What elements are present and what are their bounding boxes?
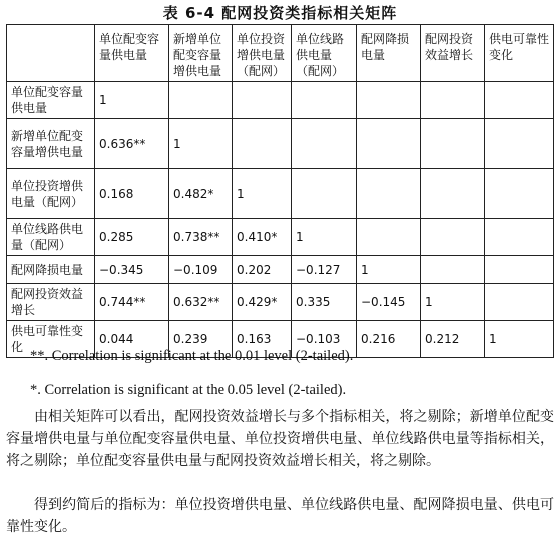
table-cell: 0.044 <box>95 321 169 358</box>
table-cell: 0.163 <box>233 321 292 358</box>
table-cell: 0.212 <box>421 321 485 358</box>
table-cell <box>485 119 554 169</box>
row-label: 配网投资效益增长 <box>7 284 95 321</box>
header-cell <box>7 25 95 82</box>
table-cell: 0.744** <box>95 284 169 321</box>
table-row <box>7 82 554 119</box>
body-paragraph: 得到约简后的指标为：单位投资增供电量、单位线路供电量、配网降损电量、供电可靠性变化。 <box>6 497 554 535</box>
table-cell <box>485 82 554 119</box>
table-cell <box>421 256 485 284</box>
footnote-significance-005: *. Correlation is significant at the 0.05 level (2-tailed). <box>30 382 347 398</box>
table-cell <box>357 119 421 169</box>
table-cell: 0.738** <box>169 219 233 256</box>
table-cell <box>485 169 554 219</box>
table-cell: 0.216 <box>357 321 421 358</box>
table-cell <box>421 119 485 169</box>
header-row <box>7 25 554 82</box>
table-cell <box>357 82 421 119</box>
table-cell: 1 <box>95 82 169 119</box>
table-cell <box>292 169 357 219</box>
header-cell: 新增单位配变容量增供电量 <box>169 25 233 82</box>
table-cell: 1 <box>485 321 554 358</box>
table-cell: −0.103 <box>292 321 357 358</box>
table-cell <box>485 256 554 284</box>
row-label: 新增单位配变容量增供电量 <box>7 119 95 169</box>
body-paragraph: 由相关矩阵可以看出，配网投资效益增长与多个指标相关，将之剔除；新增单位配变容量增供电量与单位配变容量供电量、单位投资增供电量、单位线路供电量等指标相关，将之剔除；单位配变容量供电量与配网投资效益增长相关，将之剔除。 <box>6 409 554 469</box>
table-cell <box>485 284 554 321</box>
table-cell <box>233 82 292 119</box>
header-cell: 单位配变容量供电量 <box>95 25 169 82</box>
table-cell: 1 <box>169 119 233 169</box>
table-cell: 0.285 <box>95 219 169 256</box>
header-cell: 配网降损电量 <box>357 25 421 82</box>
table-cell: 0.410* <box>233 219 292 256</box>
row-label: 供电可靠性变化 <box>7 321 95 358</box>
table-cell: 0.636** <box>95 119 169 169</box>
table-row <box>7 256 554 284</box>
table-cell <box>421 169 485 219</box>
table-cell <box>357 169 421 219</box>
table-cell: 0.429* <box>233 284 292 321</box>
correlation-matrix-table <box>6 24 554 358</box>
header-cell: 单位线路供电量（配网） <box>292 25 357 82</box>
table-row <box>7 219 554 256</box>
table-cell: 0.335 <box>292 284 357 321</box>
table-cell: 0.632** <box>169 284 233 321</box>
table-cell: 1 <box>357 256 421 284</box>
table-cell: 1 <box>421 284 485 321</box>
footnote-significance-001: **. Correlation is significant at the 0.01 level (2-tailed). <box>30 348 354 364</box>
table-title: 表 6-4 配网投资类指标相关矩阵 <box>162 4 398 22</box>
table-cell: 0.239 <box>169 321 233 358</box>
header-cell: 供电可靠性变化 <box>485 25 554 82</box>
table-cell <box>421 219 485 256</box>
table-cell: −0.345 <box>95 256 169 284</box>
table-row <box>7 119 554 169</box>
table-cell <box>169 82 233 119</box>
header-cell: 单位投资增供电量（配网） <box>233 25 292 82</box>
row-label: 单位配变容量供电量 <box>7 82 95 119</box>
table-cell <box>292 119 357 169</box>
table-cell: 0.168 <box>95 169 169 219</box>
table-cell: 1 <box>292 219 357 256</box>
row-label: 单位线路供电量（配网） <box>7 219 95 256</box>
table-cell: 0.202 <box>233 256 292 284</box>
table-cell <box>233 119 292 169</box>
table-cell <box>421 82 485 119</box>
header-cell: 配网投资效益增长 <box>421 25 485 82</box>
table-cell: −0.145 <box>357 284 421 321</box>
table-cell: −0.109 <box>169 256 233 284</box>
table-row <box>7 169 554 219</box>
table-cell: 1 <box>233 169 292 219</box>
table-cell <box>357 219 421 256</box>
row-label: 单位投资增供电量（配网） <box>7 169 95 219</box>
table-cell <box>292 82 357 119</box>
table-cell <box>485 219 554 256</box>
table-row <box>7 284 554 321</box>
table-cell: −0.127 <box>292 256 357 284</box>
row-label: 配网降损电量 <box>7 256 95 284</box>
table-cell: 0.482* <box>169 169 233 219</box>
